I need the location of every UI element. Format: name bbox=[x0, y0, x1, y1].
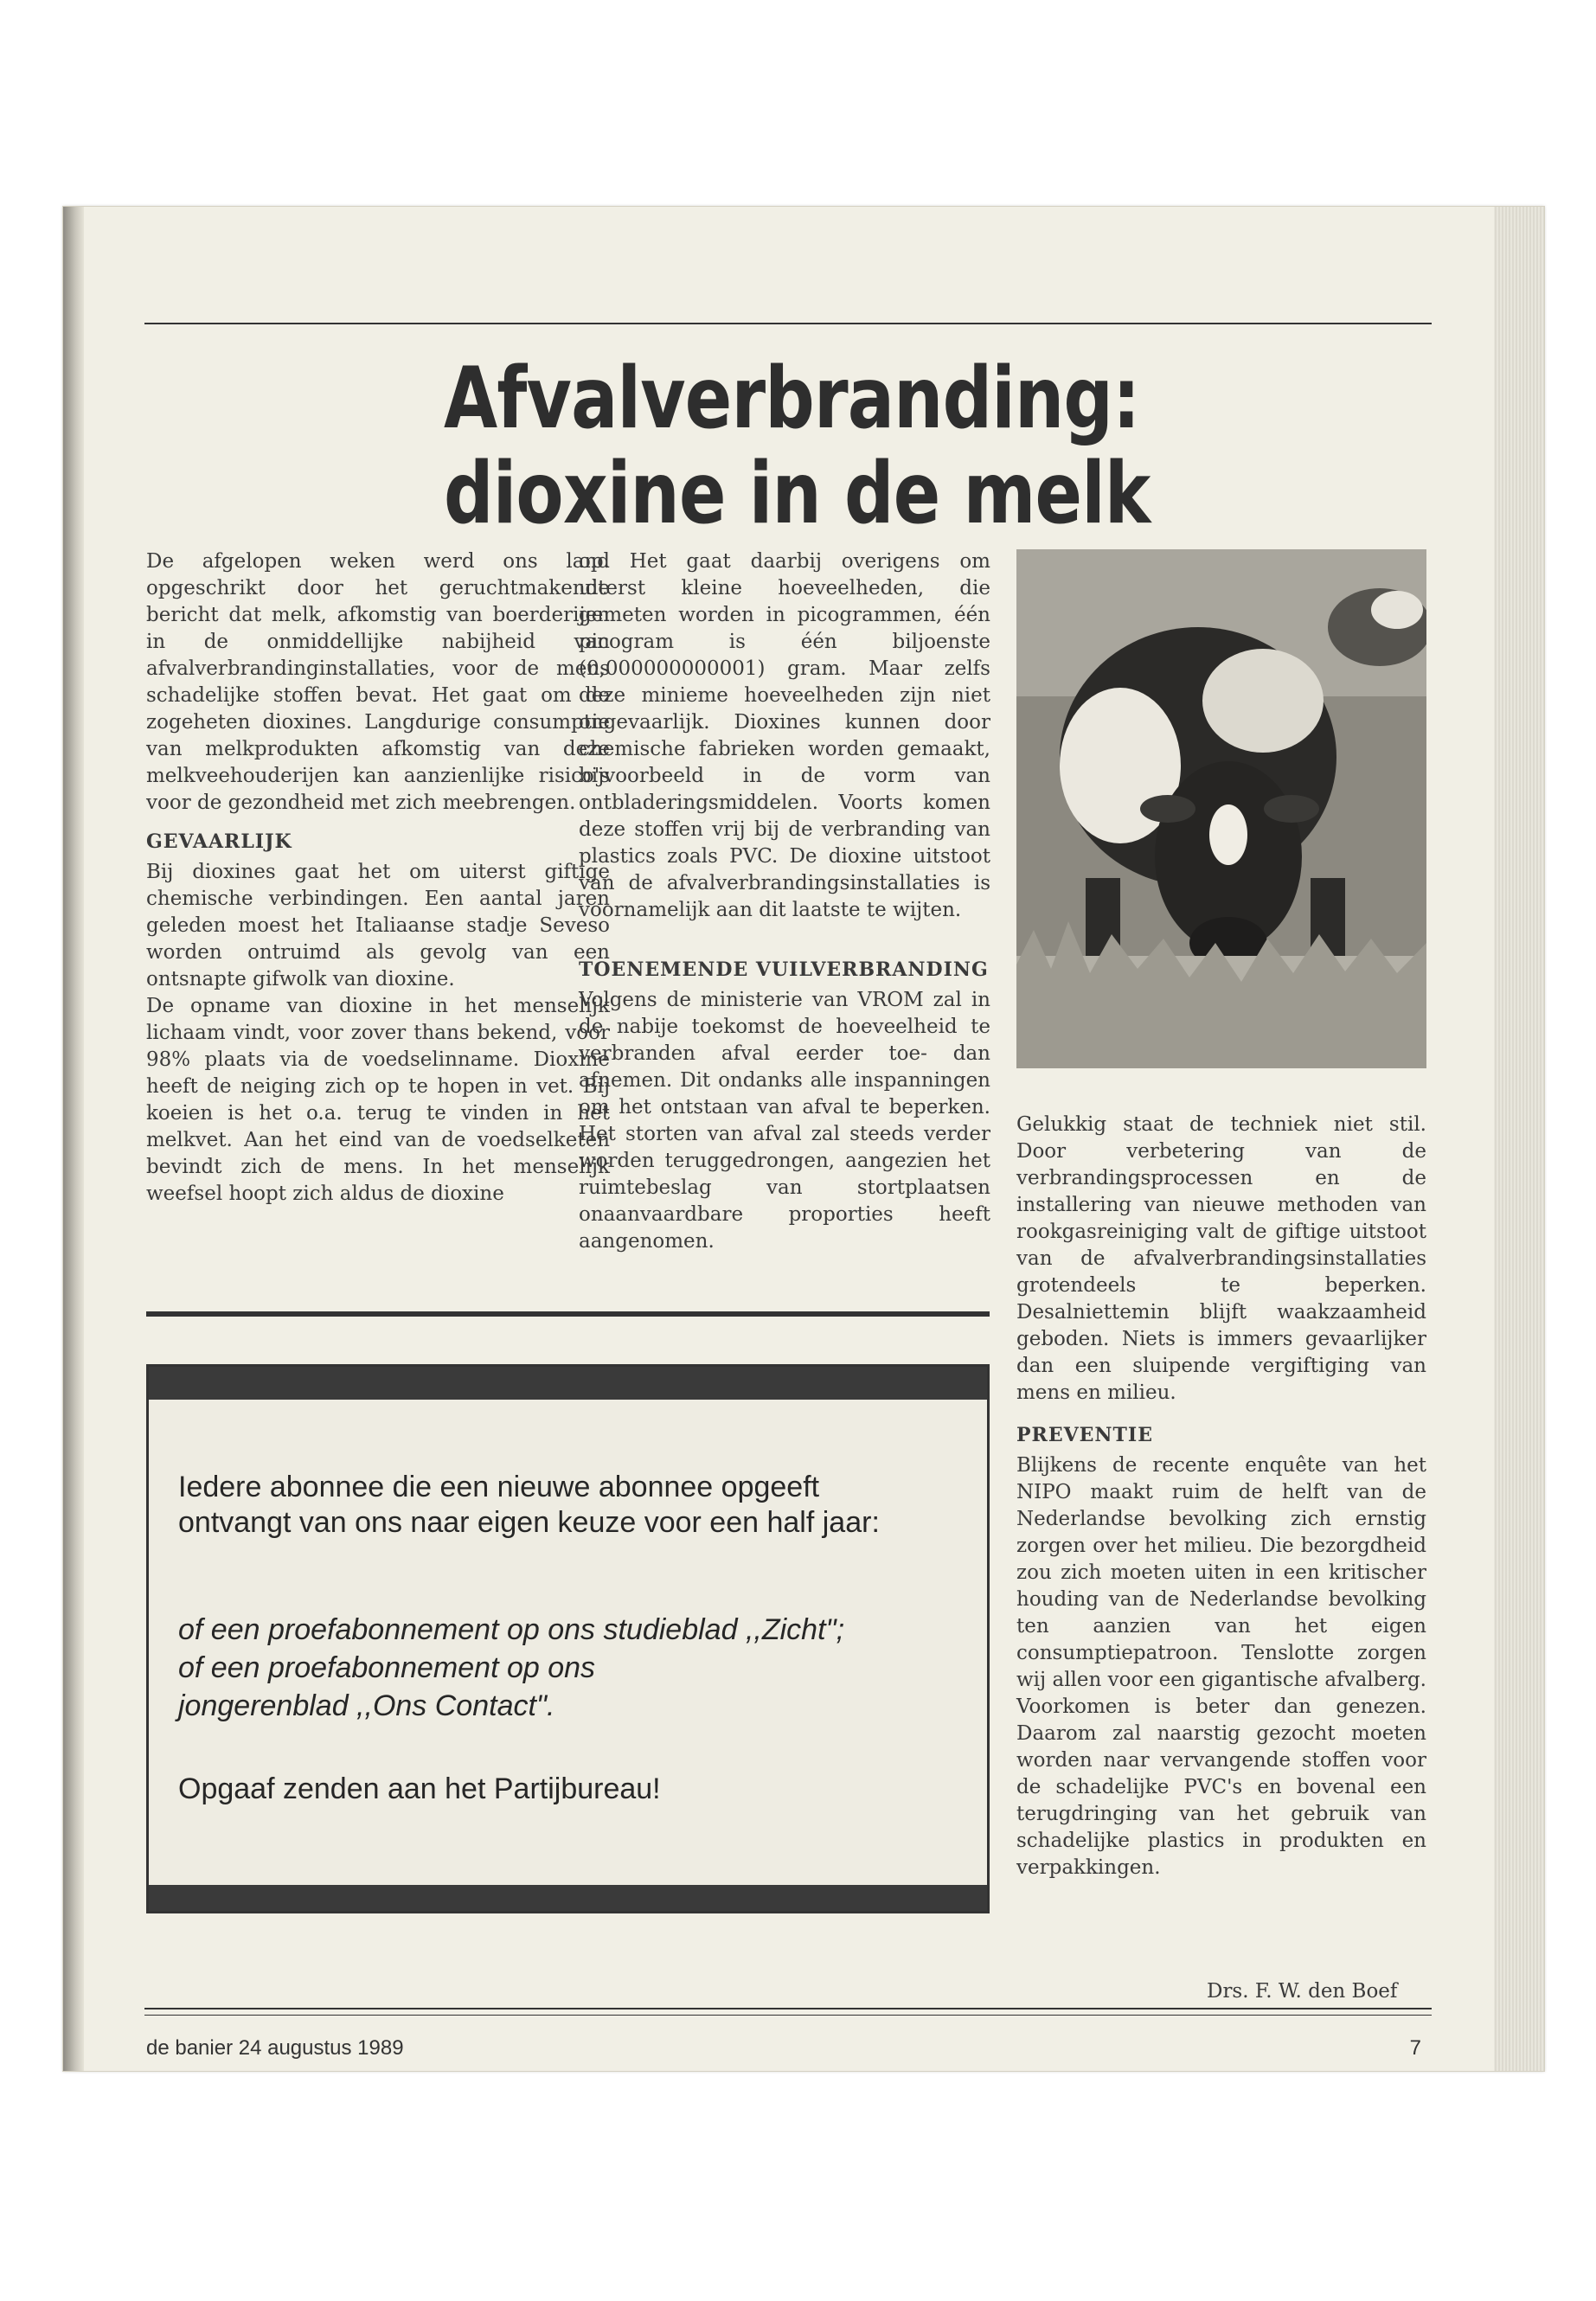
intro-paragraph: De afgelopen weken werd ons land opgeschrikt door het geruchtmakende bericht dat melk, afkomstig van boerderijen in de onmiddellijke nabijheid van afvalverbrandinginstallaties, voor de mens schadelijke stoffen bevat. Het gaat om de zogeheten dioxines. Langdurige consumptie van melkprodukten afkomstig van deze melkveehouderijen kan aanzienlijke risico's voor de gezondheid met zich meebrengen. bbox=[146, 550, 610, 814]
footer-rule-thin bbox=[144, 2015, 1432, 2016]
paragraph: Volgens de ministerie van VROM zal in de nabije toekomst de hoeveelheid te verbranden afval eerder toe- dan afnemen. Dit ondanks alle inspanningen om het ontstaan van afval te beperken. Het storten van afval zal steeds verder worden teruggedrongen, aangezien het ruimtebeslag van stortplaatsen onaanvaardbare proporties heeft aangenomen. bbox=[579, 989, 990, 1253]
ad-option-1: of een proefabonnement op ons studieblad ,,Zicht"; bbox=[178, 1613, 845, 1646]
cow-photo bbox=[1016, 549, 1426, 1068]
top-rule bbox=[144, 323, 1432, 324]
ad-top-bar bbox=[149, 1367, 987, 1400]
paragraph: Gelukkig staat de techniek niet stil. Door verbetering van de verbrandingsprocessen en de installering van nieuwe methoden van rookgasreiniging valt de giftige uitstoot van de afvalverbrandingsinstallaties grotendeels te beperken. Desalniettemin blijft waakzaamheid geboden. Niets is immers gevaarlijker dan een sluipende vergiftiging van mens en milieu. bbox=[1016, 1113, 1426, 1404]
book-spine bbox=[63, 207, 84, 2071]
paragraph: Bij dioxines gaat het om uiterst giftige chemische verbindingen. Een aantal jaren geleden moest het Italiaanse stadje Seveso worden ontruimd als gevolg van een ontsnapte gifwolk van dioxine. bbox=[146, 861, 610, 990]
ad-line-2: ontvangt van ons naar eigen keuze voor een half jaar: bbox=[178, 1506, 880, 1539]
article-column-2 bbox=[579, 548, 990, 1255]
ad-option-2a: of een proefabonnement op ons bbox=[178, 1651, 596, 1684]
page-number: 7 bbox=[1409, 2036, 1421, 2060]
subheading-toenemende-vuilverbranding: TOENEMENDE VUILVERBRANDING bbox=[579, 958, 989, 981]
magazine-page bbox=[62, 206, 1545, 2072]
ad-line-1: Iedere abonnee die een nieuwe abonnee opgeeft bbox=[178, 1471, 820, 1503]
paragraph: De opname van dioxine in het menselijk lichaam vindt, voor zover thans bekend, voor 98% plaats via de voedselinname. Dioxine heeft de neiging zich op te hopen in vet. Bij koeien is het o.a. terug te vinden in het melkvet. Aan het eind van de voedselketen bevindt zich de mens. In het menselijk weefsel hoopt zich aldus de dioxine bbox=[146, 995, 610, 1205]
article-column-1 bbox=[146, 548, 610, 1208]
page-edges bbox=[1494, 207, 1544, 2071]
paragraph: op. Het gaat daarbij overigens om uiterst kleine hoeveelheden, die gemeten worden in picogrammen, één picogram is één biljoenste (0,000000000001) gram. Maar zelfs deze minieme hoeveelheden zijn niet ongevaarlijk. Dioxines kunnen door chemische fabrieken worden gemaakt, bijvoorbeeld in de vorm van ontbladeringsmiddelen. Voorts komen deze stoffen vrij bij de verbranding van plastics zoals PVC. De dioxine uitstoot van de afvalverbrandingsinstallaties is voornamelijk aan dit laatste te wijten. bbox=[579, 550, 990, 921]
subheading-preventie: PREVENTIE bbox=[1016, 1424, 1153, 1446]
ad-bottom-bar bbox=[149, 1885, 987, 1911]
ad-call-to-action: Opgaaf zenden aan het Partijbureau! bbox=[178, 1772, 661, 1805]
footer-rule bbox=[144, 2008, 1432, 2009]
author-byline: Drs. F. W. den Boef bbox=[1207, 1980, 1398, 2003]
ad-option-2b: jongerenblad ,,Ons Contact". bbox=[178, 1689, 555, 1722]
publication-date: de banier 24 augustus 1989 bbox=[146, 2036, 404, 2060]
cow-illustration bbox=[1016, 549, 1426, 1068]
subheading-gevaarlijk: GEVAARLIJK bbox=[146, 830, 292, 853]
subscription-ad bbox=[146, 1364, 990, 1913]
paragraph: Blijkens de recente enquête van het NIPO maakt ruim de helft van de Nederlandse bevolking zich ernstig zorgen over het milieu. Die bezorgdheid zou zich moeten uiten in een kritischer houding van de Nederlandse bevolking ten aanzien van het eigen consumptiepatroon. Tenslotte zorgen wij allen voor een gigantische afvalberg. Voorkomen is beter dan genezen. Daarom zal naarstig gezocht moeten worden naar vervangende stoffen voor de schadelijke PVC's en bovenal een terugdringing van het gebruik van schadelijke plastics in produkten en verpakkingen. bbox=[1016, 1454, 1426, 1879]
headline-line-2: dioxine in de melk bbox=[444, 445, 1151, 543]
article-column-3 bbox=[1016, 1112, 1426, 1881]
section-rule bbox=[146, 1311, 990, 1317]
headline-line-1: Afvalverbranding: bbox=[444, 349, 1140, 448]
